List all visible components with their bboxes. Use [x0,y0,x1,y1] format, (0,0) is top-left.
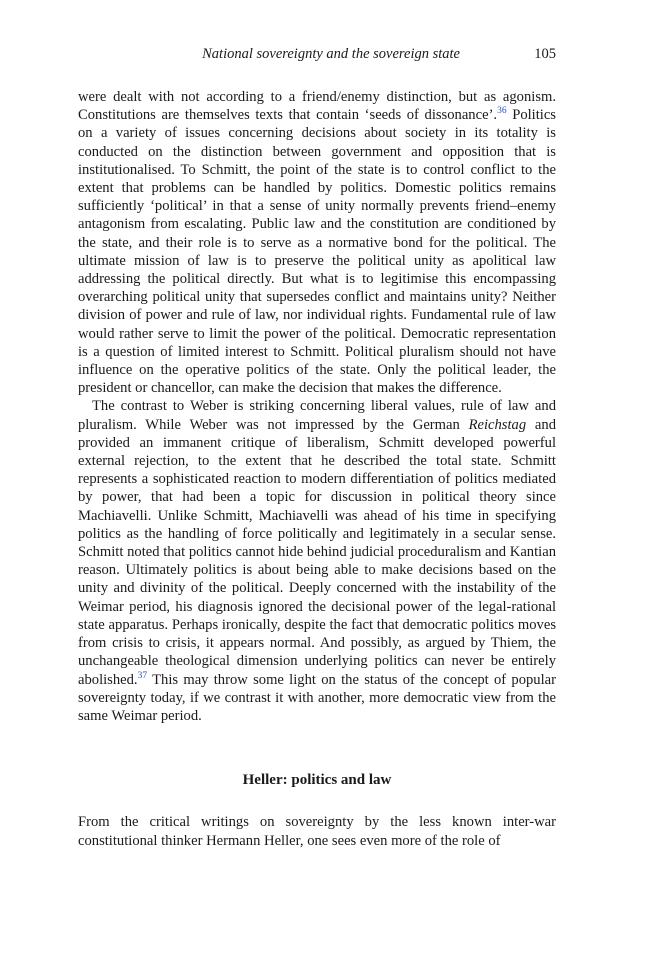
text-run: Politics on a variety of issues concerning decisions about society in its totality is conducted on the distinction between government and opposition that is institutionalised. To Schmitt, the point of the state is to control conflict to the extent that problems can be handled by politics. Domestic politics remains sufficiently ‘political’ in that a sense of unity normally prevents friend–enemy antagonism from escalating. Public law and the constitution are conditioned by the state, and their role is to serve as a normative bond for the political. The ultimate mission of law is to preserve the political unity as apolitical law addressing the political directly. But what is to legitimise this encompassing overarching political unity that supersedes conflict and maintains unity? Neither division of power and rule of law, nor individual rights. Fundamental rule of law would rather serve to limit the power of the political. Democratic representation is a question of limited interest to Schmitt. Political pluralism should not have influence on the operative politics of the state. Only the political leader, the president or chancellor, can make the decision that makes the difference. [78,107,556,397]
body-text [78,88,556,850]
text-run: The contrast to Weber is striking concerning liberal values, rule of law and pluralism. While Weber was not impressed by the German [78,398,556,433]
footnote-marker[interactable]: 36 [497,106,507,117]
italic-term: Reichstag [468,416,527,433]
running-head [78,46,556,72]
paragraph [78,88,556,397]
paragraph-list [78,88,556,725]
footnote-marker[interactable]: 37 [137,670,148,681]
paragraph [78,397,556,725]
text-run: were dealt with not according to a friend/enemy distinction, but as agonism. Constitutions are themselves texts that contain ‘seeds of dissonance’. [78,89,556,124]
section-heading: Heller: politics and law [242,772,392,789]
page-number: 105 [534,46,556,62]
closing-paragraph: From the critical writings on sovereignty by the less known inter-war constitutional thinker Hermann Heller, one sees even more of the role of [78,814,556,849]
book-page [78,46,556,850]
text-run: and provided an immanent critique of liberalism, Schmitt developed powerful external rejection, to the extent that he described the total state. Schmitt represents a sophisticated reaction to modern differentiation of politics mediated by power, that had been a topic for discussion in political theory since Machiavelli. Unlike Schmitt, Machiavelli was ahead of his time in specifying politics as the handling of force politically and legitimately in a secular sense. Schmitt noted that politics cannot hide behind judicial proceduralism and Kantian reason. Ultimately politics is about being able to make decisions based on the unity and divinity of the political. Deeply concerned with the instability of the Weimar period, his diagnosis ignored the decisional power of the legal-rational state apparatus. Perhaps ironically, despite the fact that democratic politics moves from crisis to crisis, it appears normal. And possibly, as argued by Thiem, the unchangeable theological dimension underlying politics can never be entirely abolished. [78,416,556,688]
text-run: This may throw some light on the status of the concept of popular sovereignty today, if we contrast it with another, more democratic view from the same Weimar period. [78,671,556,724]
running-title: National sovereignty and the sovereign state [202,46,460,62]
